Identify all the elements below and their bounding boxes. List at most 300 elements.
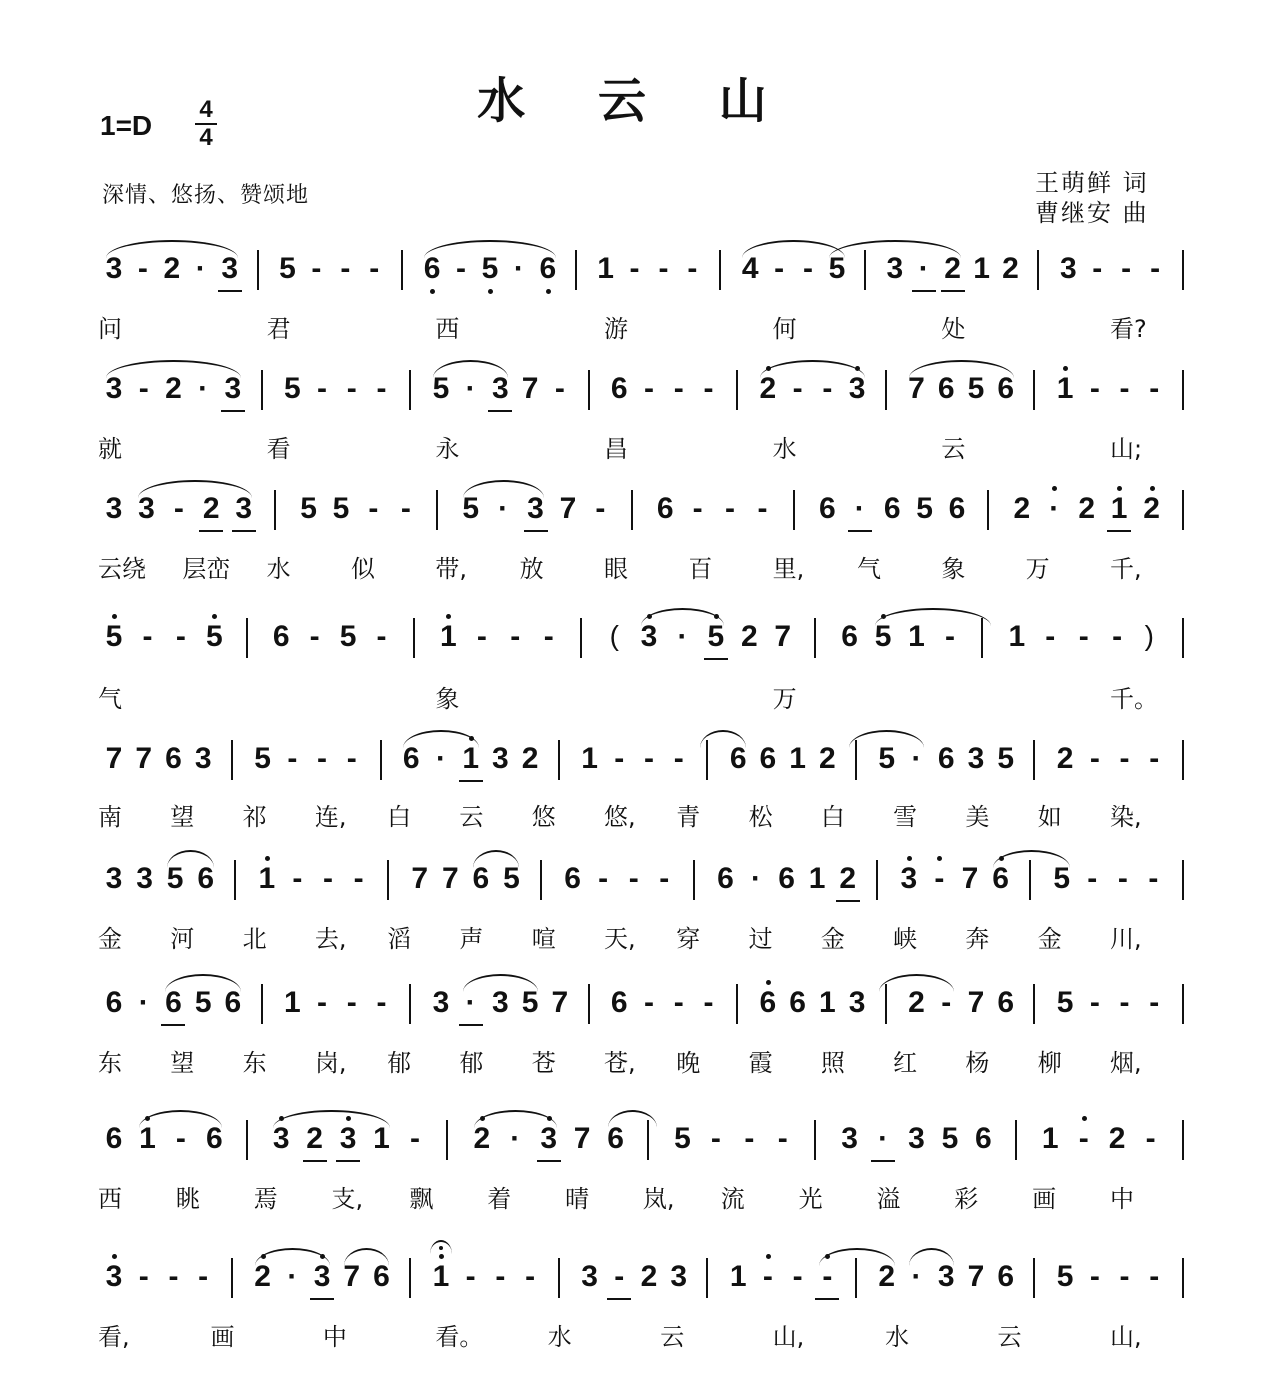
note: 7 [774, 620, 792, 653]
note: 5 [878, 742, 896, 775]
note: 5 [1056, 986, 1074, 1019]
close-paren: ) [1144, 620, 1154, 651]
note: 6 [610, 986, 628, 1019]
note: 5 [521, 986, 539, 1019]
dash-extension: - [376, 620, 387, 653]
lyric-syllable: 峡 [893, 925, 918, 953]
notation-row [0, 472, 1272, 542]
slur [473, 850, 520, 868]
dash-extension: - [1149, 372, 1160, 405]
dash-extension: - [1149, 742, 1160, 775]
dot-augment: · [846, 492, 874, 526]
slur [608, 1110, 657, 1128]
lyric-syllable: 苍, [604, 1049, 636, 1077]
lyric-syllable: 悠, [604, 803, 636, 831]
note: 6 [975, 1122, 992, 1155]
dash-extension: - [400, 492, 411, 525]
note: 6 [717, 862, 734, 895]
lyric-syllable: 里, [772, 555, 805, 583]
note: 5 [702, 620, 730, 654]
barline [261, 984, 263, 1024]
note: 5 [674, 1122, 691, 1155]
note: 7 [967, 1260, 985, 1293]
notation-row [0, 1240, 1272, 1310]
notation-row [0, 722, 1272, 792]
dash-extension: - [1070, 1122, 1098, 1156]
note: 6 [937, 372, 955, 405]
lyric-syllable: 看 [266, 435, 291, 463]
lyric-row [0, 432, 1272, 472]
note: 5 [254, 742, 271, 775]
dash-extension: - [346, 742, 357, 775]
note: 3 [486, 372, 514, 406]
dash-extension: - [510, 620, 521, 653]
lyric-syllable: 金 [98, 925, 122, 953]
lyric-syllable: 昌 [604, 435, 628, 463]
lyric-syllable: 声 [459, 925, 484, 953]
barline [736, 370, 738, 410]
note: 7 [135, 742, 153, 775]
note: 6 [402, 742, 420, 775]
lyric-syllable: 奔 [965, 925, 990, 953]
note: 1 [434, 620, 462, 654]
barline [446, 1120, 448, 1160]
note: 7 [908, 372, 925, 405]
dash-extension: - [605, 1260, 633, 1294]
lyric-syllable: 放 [519, 555, 544, 583]
note: 1 [427, 1260, 455, 1294]
note: 3 [522, 492, 550, 526]
lyric-syllable: 郁 [459, 1049, 484, 1077]
lyric-syllable: 白 [820, 803, 845, 831]
note: 3 [841, 1122, 858, 1155]
slur [106, 360, 241, 378]
lyric-syllable: 东 [98, 1049, 122, 1077]
slur [829, 240, 961, 258]
lyric-syllable: 白 [387, 803, 412, 831]
note: 6 [564, 862, 581, 895]
lyric-syllable: 画 [1032, 1185, 1057, 1213]
lyric-syllable: 着 [487, 1185, 512, 1213]
note: 7 [521, 372, 539, 405]
lyric-syllable: 君 [266, 315, 291, 343]
note: 3 [937, 1260, 955, 1293]
dash-extension: - [311, 252, 322, 285]
dash-extension: - [673, 372, 684, 405]
dash-extension: - [376, 986, 387, 1019]
lyric-row [0, 312, 1272, 352]
lyric-syllable: 水 [547, 1323, 572, 1351]
lyric-syllable: 象 [435, 685, 460, 713]
lyric-syllable: 千, [1110, 555, 1142, 583]
dash-extension: - [754, 1260, 782, 1294]
note: 1 [729, 1260, 747, 1293]
lyric-syllable: 红 [893, 1049, 918, 1077]
notation-row [0, 352, 1272, 422]
dash-extension: - [1045, 620, 1056, 653]
dash-extension: - [175, 620, 186, 653]
dot-augment: · [869, 1122, 897, 1156]
lyric-syllable: 彩 [954, 1185, 979, 1213]
barline [234, 860, 236, 900]
note: 1 [581, 742, 598, 775]
dash-extension: - [1149, 986, 1160, 1019]
barline [387, 860, 389, 900]
note: 6 [272, 620, 290, 653]
lyric-row [0, 800, 1272, 840]
dash-extension: - [757, 492, 768, 525]
dash-extension: - [554, 372, 565, 405]
slur [474, 1110, 557, 1128]
lyric-syllable: 过 [748, 925, 773, 953]
note: 2 [818, 742, 836, 775]
note: 7 [105, 742, 123, 775]
lyric-syllable: 百 [688, 555, 713, 583]
note: 2 [1108, 1122, 1126, 1155]
lyric-syllable: 南 [98, 803, 122, 831]
lyric-syllable: 水 [885, 1323, 910, 1351]
notation-row [0, 600, 1272, 670]
lyric-row [0, 552, 1272, 592]
dash-extension: - [1119, 1260, 1130, 1293]
lyric-syllable: 支, [331, 1185, 364, 1213]
lyric-syllable: 青 [676, 803, 701, 831]
lyric-syllable: 祁 [242, 803, 267, 831]
dash-extension: - [692, 492, 703, 525]
notation-row [0, 966, 1272, 1036]
slur [993, 850, 1070, 868]
note: 1 [1051, 372, 1079, 406]
note: 7 [411, 862, 429, 895]
lyric-syllable: 望 [170, 803, 195, 831]
dash-extension: - [409, 1122, 420, 1155]
note: 3 [100, 1260, 128, 1294]
lyric-syllable: 金 [1037, 925, 1062, 953]
note: 3 [334, 1122, 362, 1156]
dash-extension: - [346, 372, 357, 405]
dot-augment: · [677, 620, 688, 653]
lyric-syllable: 象 [941, 555, 966, 583]
dash-extension: - [495, 1260, 506, 1293]
note: 3 [895, 862, 923, 896]
note: 2 [939, 252, 967, 286]
lyric-syllable: 山; [1110, 435, 1143, 463]
lyric-syllable: 岗, [314, 1049, 347, 1077]
lyric-syllable: 染, [1110, 803, 1142, 831]
note: 2 [834, 862, 862, 896]
dash-extension: - [346, 986, 357, 1019]
note: 3 [848, 986, 866, 1019]
note: 5 [997, 742, 1014, 775]
lyric-syllable: 穿 [676, 925, 701, 953]
slur [403, 730, 478, 748]
slur [875, 608, 991, 626]
dash-extension: - [944, 620, 955, 653]
note: 5 [941, 1122, 959, 1155]
lyric-syllable: 云 [941, 435, 966, 463]
barline [409, 984, 411, 1024]
note: 5 [432, 372, 450, 405]
time-signature-bottom: 4 [199, 124, 213, 151]
lyric-syllable: 杨 [965, 1049, 990, 1077]
note: 5 [1056, 1260, 1074, 1293]
lyric-syllable: 看。 [435, 1323, 484, 1351]
dot-augment: · [195, 252, 206, 285]
dash-extension: - [323, 862, 333, 895]
dash-extension: - [456, 252, 467, 285]
note: 2 [878, 1260, 896, 1293]
lyric-syllable: 柳 [1037, 1049, 1062, 1077]
note: 3 [105, 492, 123, 525]
note: 3 [194, 742, 212, 775]
note: 6 [987, 862, 1015, 896]
barline [413, 618, 415, 658]
note: 3 [1059, 252, 1077, 285]
dash-extension: - [1119, 986, 1130, 1019]
dash-extension: - [309, 620, 320, 653]
dash-extension: - [287, 742, 298, 775]
dash-extension: - [1092, 252, 1103, 285]
lyric-syllable: 游 [604, 315, 628, 343]
barline [588, 984, 590, 1024]
open-paren: ( [609, 620, 619, 651]
dot-augment: · [498, 492, 509, 525]
slur [849, 730, 924, 748]
note: 5 [1053, 862, 1071, 895]
note: 5 [339, 620, 357, 653]
slur [424, 240, 556, 258]
barline [558, 1258, 560, 1298]
slur [433, 360, 508, 378]
barline [409, 370, 411, 410]
lyric-syllable: 万 [772, 685, 797, 713]
barline [1033, 370, 1035, 410]
dash-extension: - [1145, 1122, 1156, 1155]
note: 6 [159, 986, 187, 1020]
note: 2 [640, 1260, 658, 1293]
barline [631, 490, 633, 530]
barline [274, 490, 276, 530]
note: 3 [216, 252, 244, 286]
lyric-syllable: 云绕 [98, 555, 146, 583]
lyric-syllable: 层峦 [182, 555, 231, 583]
note: 1 [973, 252, 990, 285]
lyric-syllable: 西 [435, 315, 460, 343]
barline [793, 490, 795, 530]
dash-extension: - [792, 372, 803, 405]
lyric-syllable: 处 [941, 315, 966, 343]
slur [909, 1248, 955, 1266]
lyric-syllable: 喧 [531, 925, 556, 953]
barline [1182, 1120, 1184, 1160]
lyric-syllable: 带, [435, 555, 467, 583]
dash-extension: - [703, 986, 714, 1019]
lyric-syllable: 西 [98, 1185, 122, 1213]
note: 3 [535, 1122, 563, 1156]
lyric-syllable: 水 [772, 435, 797, 463]
dash-extension: - [1089, 986, 1100, 1019]
note: 3 [308, 1260, 336, 1294]
note: 7 [967, 986, 985, 1019]
slur [463, 480, 544, 498]
dash-extension: - [673, 986, 684, 1019]
note: 3 [432, 986, 450, 1019]
lyric-syllable: 中 [1110, 1185, 1134, 1213]
dash-extension: - [173, 492, 184, 525]
dash-extension: - [1087, 862, 1098, 895]
dash-extension: - [1150, 252, 1161, 285]
lyric-syllable: 如 [1037, 803, 1062, 831]
note: 3 [908, 1122, 925, 1155]
note: 6 [656, 492, 674, 525]
barline [1182, 1258, 1184, 1298]
note: 6 [778, 862, 795, 895]
dash-extension: - [673, 742, 684, 775]
lyric-syllable: 似 [351, 555, 375, 583]
dot-augment: · [911, 742, 922, 775]
key-signature: 1=D [100, 110, 153, 141]
dash-extension: - [822, 372, 833, 405]
note: 2 [468, 1122, 496, 1156]
dash-extension: - [792, 1260, 803, 1293]
note: 6 [105, 986, 123, 1019]
slur [641, 608, 724, 626]
dot-augment: · [513, 252, 524, 285]
dot-augment: · [910, 252, 938, 286]
dash-extension: - [168, 1260, 179, 1293]
barline [257, 250, 259, 290]
dash-extension: - [1089, 372, 1100, 405]
note: 5 [476, 252, 504, 286]
dash-extension: - [376, 372, 387, 405]
dash-extension: - [138, 372, 149, 405]
note: 1 [808, 862, 826, 895]
dash-extension: - [1089, 742, 1100, 775]
lyric-syllable: 气 [98, 685, 122, 713]
time-signature-top: 4 [199, 96, 213, 123]
note: 7 [343, 1260, 361, 1293]
barline [246, 618, 248, 658]
lyric-syllable: 望 [170, 1049, 195, 1077]
note: 6 [105, 1122, 123, 1155]
barline [814, 618, 816, 658]
note: 6 [883, 492, 901, 525]
dot-augment: · [138, 986, 149, 1019]
slur [138, 480, 251, 498]
lyric-syllable: 滔 [387, 925, 412, 953]
note: 1 [253, 862, 281, 896]
note: 2 [165, 372, 182, 405]
barline [1033, 740, 1035, 780]
note: 6 [997, 986, 1014, 1019]
lyric-syllable: 眼 [604, 555, 628, 583]
lyric-syllable: 郁 [387, 1049, 412, 1077]
note: 5 [283, 372, 301, 405]
note: 3 [967, 742, 985, 775]
lyric-syllable: 画 [210, 1323, 235, 1351]
lyric-syllable: 山, [1110, 1323, 1142, 1351]
barline [814, 1120, 816, 1160]
lyric-syllable: 眺 [175, 1185, 200, 1213]
note: 6 [534, 252, 562, 286]
dash-extension: - [744, 1122, 755, 1155]
note: 6 [224, 986, 242, 1019]
dash-extension: - [644, 742, 654, 775]
lyric-syllable: 天, [604, 925, 636, 953]
dot-augment: · [510, 1122, 521, 1155]
dash-extension: - [1148, 862, 1159, 895]
barline [1182, 370, 1184, 410]
dot-augment: · [465, 372, 476, 405]
lyric-syllable: 河 [170, 925, 195, 953]
note: 6 [610, 372, 628, 405]
note: 5 [300, 492, 317, 525]
note: 7 [551, 986, 569, 1019]
note: 5 [100, 620, 128, 654]
dash-extension: - [292, 862, 303, 895]
dash-extension: - [317, 742, 328, 775]
dash-extension: - [476, 620, 487, 653]
dash-extension: - [595, 492, 606, 525]
dash-extension: - [1149, 1260, 1160, 1293]
dash-extension: - [138, 1260, 149, 1293]
time-signature [195, 98, 217, 150]
lyric-syllable: 云 [459, 803, 484, 831]
lyric-syllable: 美 [965, 803, 990, 831]
lyric-syllable: 山, [772, 1323, 805, 1351]
note: 5 [828, 252, 846, 285]
dash-extension: - [803, 252, 814, 285]
lyric-syllable: 问 [98, 315, 122, 343]
slur [760, 360, 865, 378]
lyric-row [0, 1320, 1272, 1360]
lyric-syllable: 雪 [893, 803, 918, 831]
note: 3 [886, 252, 904, 285]
note: 1 [818, 986, 836, 1019]
slur [139, 1110, 222, 1128]
dot-augment: · [457, 986, 485, 1020]
barline [436, 490, 438, 530]
dash-extension: - [1112, 620, 1123, 653]
dash-extension: - [659, 862, 670, 895]
notation-row [0, 1102, 1272, 1172]
tempo-marking: 深情、悠扬、赞颂地 [102, 183, 310, 208]
barline [401, 250, 403, 290]
barline [588, 370, 590, 410]
note: 7 [441, 862, 459, 895]
note: 7 [573, 1122, 591, 1155]
dash-extension: - [1117, 862, 1128, 895]
note: 2 [1013, 492, 1031, 525]
note: 5 [869, 620, 897, 654]
dash-extension: - [369, 252, 380, 285]
slur [909, 360, 1014, 378]
lyric-syllable: 悠 [531, 803, 556, 831]
note: 2 [1002, 252, 1019, 285]
notation-row [0, 232, 1272, 302]
slur [273, 1110, 389, 1128]
lyricist-credit: 王萌鲜 词 [1035, 169, 1149, 197]
lyric-syllable: 苍 [531, 1049, 556, 1077]
note: 3 [267, 1122, 295, 1156]
note: 6 [818, 492, 836, 525]
lyric-syllable: 松 [748, 803, 773, 831]
dash-extension: - [142, 620, 153, 653]
note: 5 [279, 252, 296, 285]
lyric-syllable: 去, [314, 925, 347, 953]
barline [261, 370, 263, 410]
note: 2 [754, 372, 782, 406]
